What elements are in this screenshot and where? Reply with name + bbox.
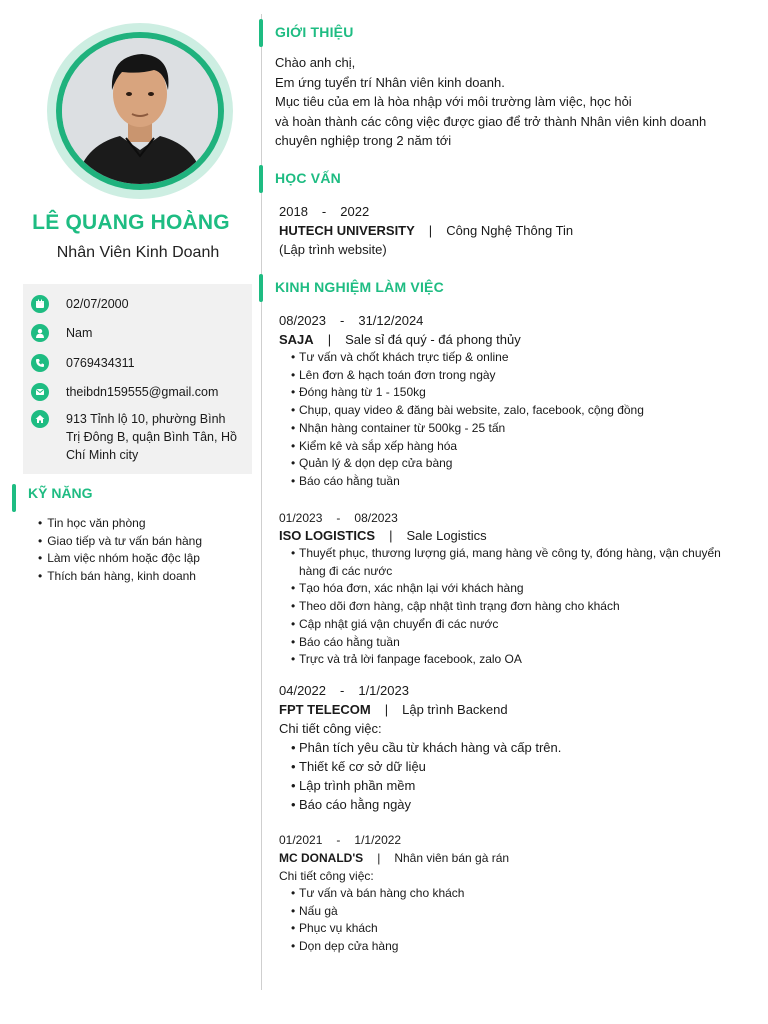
gender-text: Nam (66, 326, 93, 340)
list-item: • Tư vấn và chốt khách trực tiếp & online (291, 349, 644, 367)
address-line: Trị Đông B, quận Bình Tân, Hồ (66, 430, 237, 444)
home-icon (31, 410, 49, 428)
job-role: Nhân viên bán gà rán (394, 851, 510, 865)
section-accent-bar (259, 274, 263, 302)
candidate-job-title: Nhân Viên Kinh Doanh (56, 244, 220, 261)
company-name: FPT TELECOM (279, 702, 371, 717)
job-role: Sale Logistics (406, 528, 487, 543)
intro-line: Chào anh chị, (275, 55, 356, 70)
list-item: • Cập nhật giá vận chuyển đi các nước (291, 616, 721, 634)
list-item: • Báo cáo hằng ngày (291, 795, 561, 814)
skills-list (38, 515, 202, 585)
duties-list (291, 885, 509, 956)
detail-label: Chi tiết công việc: (279, 869, 374, 883)
intro-line: chuyên nghiệp trong 2 năm tới (275, 133, 452, 148)
education-entry (279, 202, 573, 259)
education-school-line: HUTECH UNIVERSITY | Công Nghệ Thông Tin (279, 223, 574, 238)
list-item: • Nấu gà (291, 903, 509, 921)
intro-line: Em ứng tuyển trí Nhân viên kinh doanh. (275, 74, 505, 90)
job-company-line: FPT TELECOM | Lập trình Backend (279, 702, 508, 717)
start-date: 01/2023 (279, 511, 323, 525)
duties-list (291, 738, 561, 814)
list-item: • Tin học văn phòng (38, 515, 202, 533)
start-date: 04/2022 (279, 683, 326, 698)
portrait-photo (62, 38, 218, 184)
list-item: • Quản lý & dọn dẹp cửa bàng (291, 455, 644, 473)
education-note: (Lập trình website) (279, 242, 387, 257)
phone-icon (31, 354, 49, 372)
list-item: • Báo cáo hằng tuần (291, 634, 721, 652)
section-accent-bar (12, 484, 16, 512)
contact-phone (31, 354, 135, 372)
list-item: • Tạo hóa đơn, xác nhận lại với khách hàng (291, 580, 721, 598)
list-item: • Giao tiếp và tư vấn bán hàng (38, 533, 202, 551)
address-line: 913 Tỉnh lộ 10, phường Bình (66, 412, 226, 426)
intro-line: Mục tiêu của em là hòa nhập với môi trường làm việc, học hỏi (275, 94, 632, 109)
list-item: • Kiểm kê và sắp xếp hàng hóa (291, 438, 644, 456)
end-date: 31/12/2024 (358, 313, 424, 328)
job-entry-saja (279, 311, 644, 491)
right-column (262, 0, 768, 1024)
experience-title: KINH NGHIỆM LÀM VIỆC (275, 279, 444, 295)
address-line: Chí Minh city (66, 448, 139, 462)
education-title: HỌC VẤN (275, 170, 341, 186)
list-item: • Trực và trả lời fanpage facebook, zalo OA (291, 651, 721, 669)
intro-text (275, 53, 706, 151)
left-column (0, 0, 262, 1024)
list-item: • Theo dõi đơn hàng, cập nhật tình trạng đơn hàng cho khách (291, 598, 721, 616)
school-name: HUTECH UNIVERSITY (279, 223, 415, 238)
job-entry-iso-logistics (279, 509, 721, 669)
company-name: MC DONALD'S (279, 851, 364, 865)
intro-title: GIỚI THIỆU (275, 24, 354, 40)
end-date: 2022 (340, 204, 370, 219)
list-item: • Báo cáo hằng tuần (291, 473, 644, 491)
job-entry-fpt-telecom (279, 681, 561, 814)
skills-title: KỸ NĂNG (28, 485, 93, 501)
list-item: • Thích bán hàng, kinh doanh (38, 568, 202, 586)
birthdate-text: 02/07/2000 (66, 297, 129, 311)
start-date: 08/2023 (279, 313, 326, 328)
job-role: Lập trình Backend (402, 702, 508, 717)
end-date: 08/2023 (354, 511, 398, 525)
job-company-line: MC DONALD'S | Nhân viên bán gà rán (279, 851, 510, 865)
intro-line: và hoàn thành các công việc được giao để trở thành Nhân viên kinh doanh (275, 113, 707, 129)
duties-list (291, 349, 644, 491)
detail-label: Chi tiết công việc: (279, 721, 382, 736)
section-accent-bar (259, 19, 263, 47)
job-dates: 08/2023 - 31/12/2024 (279, 313, 424, 328)
end-date: 1/1/2023 (358, 683, 409, 698)
list-item: • Làm việc nhóm hoặc độc lập (38, 550, 202, 568)
job-dates: 01/2021 - 1/1/2022 (279, 833, 402, 847)
major: Công Nghệ Thông Tin (446, 223, 574, 238)
list-item: • Thuyết phục, thương lượng giá, mang hàng về công ty, đóng hàng, vận chuyển hàng đi các nước (291, 545, 721, 580)
list-item: • Phục vụ khách (291, 920, 509, 938)
job-company-line: SAJA | Sale sỉ đá quý - đá phong thủy (279, 332, 521, 347)
list-item: • Lập trình phần mềm (291, 776, 561, 795)
contact-gender (31, 324, 92, 342)
list-item: • Dọn dẹp cửa hàng (291, 938, 509, 956)
start-date: 01/2021 (279, 833, 323, 847)
job-role: Sale sỉ đá quý - đá phong thủy (345, 332, 521, 347)
duties-list (291, 545, 721, 669)
job-dates: 01/2023 - 08/2023 (279, 511, 398, 525)
contact-panel (23, 284, 252, 474)
list-item: • Thiết kế cơ sở dữ liệu (291, 757, 561, 776)
list-item: • Chụp, quay video & đăng bài website, zalo, facebook, cộng đồng (291, 402, 644, 420)
contact-address (31, 410, 237, 464)
contact-birthdate (31, 295, 129, 313)
contact-email (31, 383, 218, 401)
user-icon (31, 324, 49, 342)
phone-text[interactable]: 0769434311 (66, 356, 135, 370)
end-date: 1/1/2022 (354, 833, 402, 847)
section-accent-bar (259, 165, 263, 193)
list-item: • Tư vấn và bán hàng cho khách (291, 885, 509, 903)
email-text[interactable]: theibdn159555@gmail.com (66, 385, 219, 399)
address-text (66, 410, 237, 464)
job-dates: 04/2022 - 1/1/2023 (279, 683, 409, 698)
education-dates: 2018 - 2022 (279, 204, 370, 219)
candidate-name: LÊ QUANG HOÀNG (32, 211, 230, 234)
email-icon (31, 383, 49, 401)
avatar (47, 23, 233, 199)
list-item: • Phân tích yêu cầu từ khách hàng và cấp trên. (291, 738, 561, 757)
company-name: ISO LOGISTICS (279, 528, 376, 543)
job-entry-mc-donalds (279, 831, 509, 956)
list-item: • Lên đơn & hạch toán đơn trong ngày (291, 367, 644, 385)
calendar-icon (31, 295, 49, 313)
start-date: 2018 (279, 204, 308, 219)
company-name: SAJA (279, 332, 314, 347)
list-item: • Đóng hàng từ 1 - 150kg (291, 384, 644, 402)
portrait-illustration (62, 38, 218, 184)
list-item: • Nhận hàng container từ 500kg - 25 tấn (291, 420, 644, 438)
job-company-line: ISO LOGISTICS | Sale Logistics (279, 528, 487, 543)
